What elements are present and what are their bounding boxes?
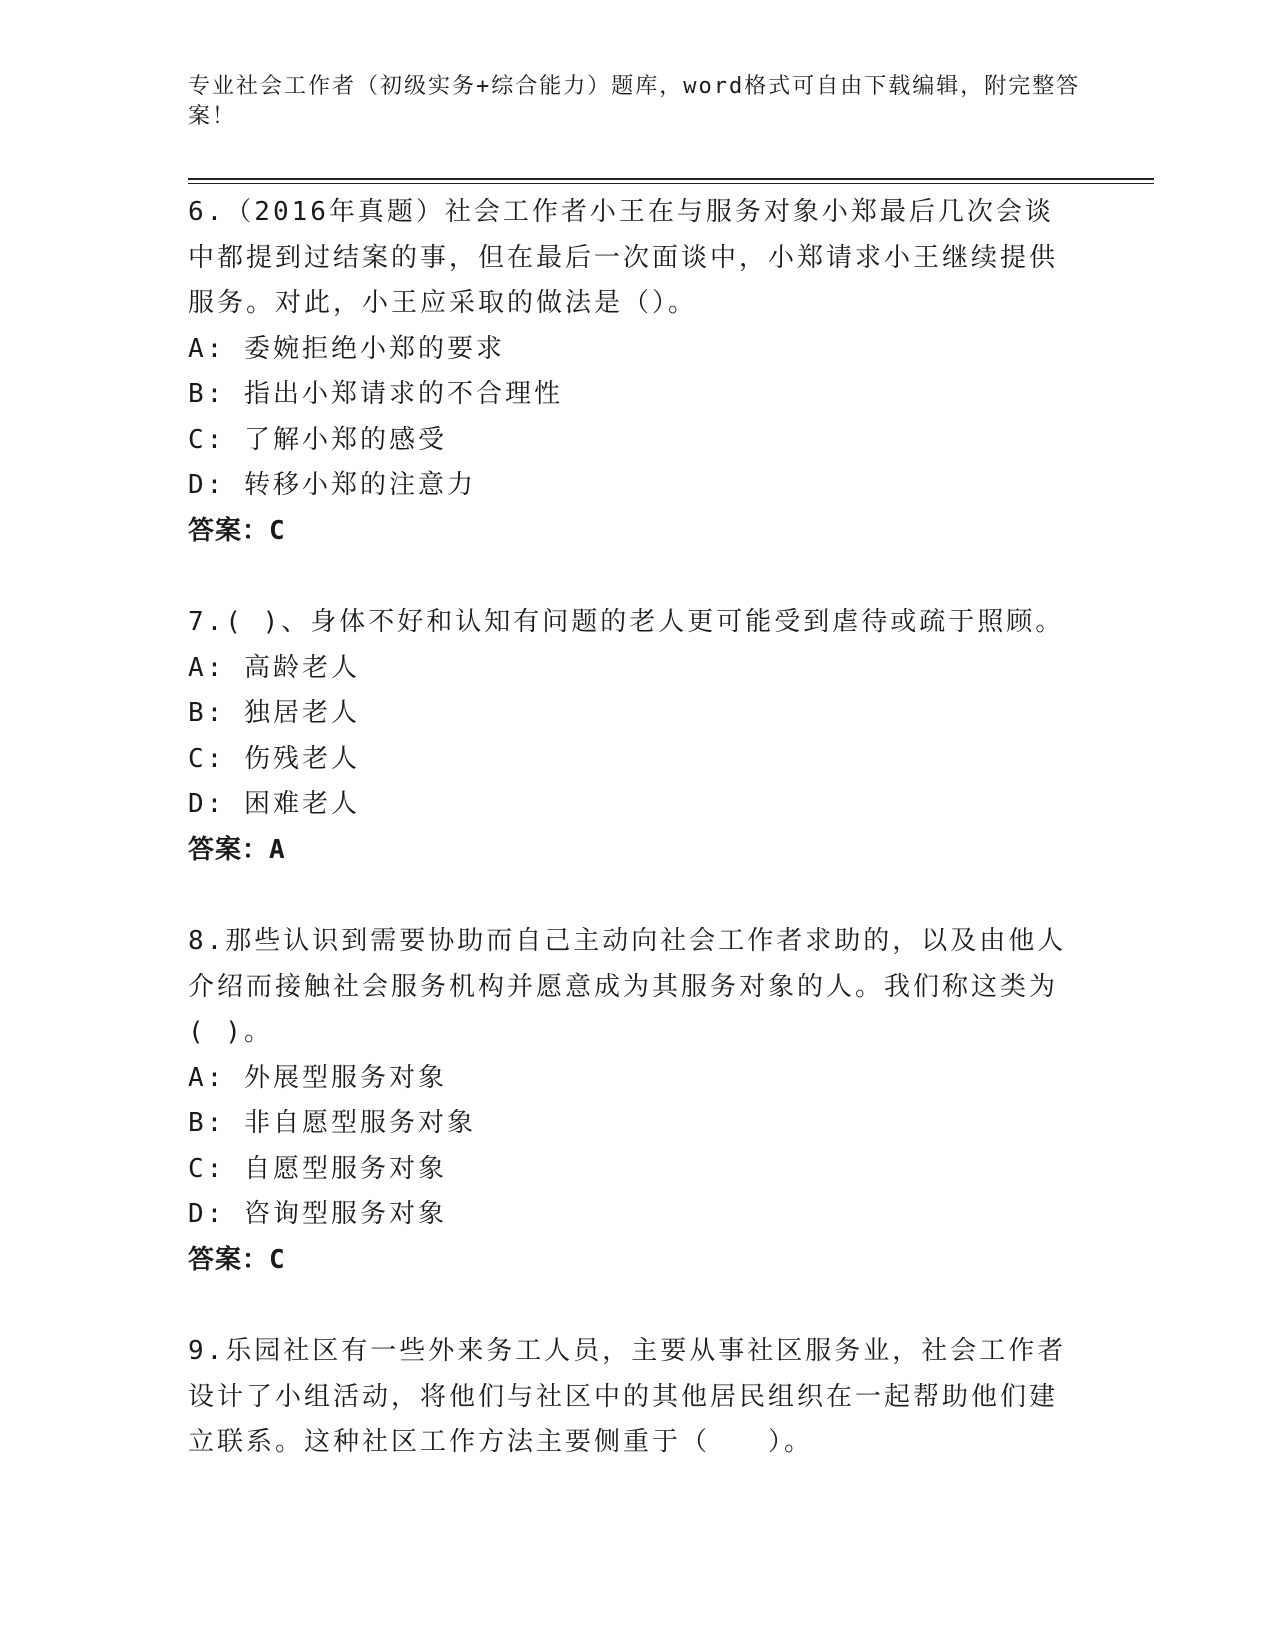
document-header: 专业社会工作者（初级实务+综合能力）题库，word格式可自由下载编辑，附完整答案！ <box>188 74 1081 129</box>
option-b: B: 非自愿型服务对象 <box>188 1108 476 1138</box>
answer-line: 答案：C <box>188 515 286 546</box>
question-7 <box>188 600 1068 873</box>
option-c: C: 自愿型服务对象 <box>188 1153 447 1184</box>
answer-line: 答案：A <box>188 834 286 865</box>
question-9 <box>188 1329 1068 1466</box>
question-6 <box>188 190 1068 554</box>
question-list <box>188 190 1068 1512</box>
option-c: C: 伤残老人 <box>188 743 360 774</box>
question-8 <box>188 919 1068 1283</box>
question-stem: 7.( )、身体不好和认知有问题的老人更可能受到虐待或疏于照顾。 <box>188 607 1065 637</box>
option-c: C: 了解小郑的感受 <box>188 424 447 455</box>
header-divider-thin <box>188 183 1154 184</box>
question-stem: 8.那些认识到需要协助而自己主动向社会工作者求助的，以及由他人介绍而接触社会服务机构并愿意成为其服务对象的人。我们称这类为( )。 <box>188 926 1067 1047</box>
option-a: A: 外展型服务对象 <box>188 1062 447 1093</box>
option-d: D: 咨询型服务对象 <box>188 1199 447 1229</box>
option-d: D: 转移小郑的注意力 <box>188 470 476 500</box>
question-stem: 6.（2016年真题）社会工作者小王在与服务对象小郑最后几次会谈中都提到过结案的事，但在最后一次面谈中，小郑请求小王继续提供服务。对此，小王应采取的做法是（）。 <box>188 197 1059 318</box>
answer-line: 答案：C <box>188 1244 286 1275</box>
question-stem: 9.乐园社区有一些外来务工人员，主要从事社区服务业，社会工作者设计了小组活动，将他们与社区中的其他居民组织在一起帮助他们建立联系。这种社区工作方法主要侧重于（ ）。 <box>188 1336 1067 1457</box>
header-divider-thick <box>188 178 1154 180</box>
option-a: A: 委婉拒绝小郑的要求 <box>188 333 505 364</box>
option-a: A: 高龄老人 <box>188 652 360 683</box>
option-d: D: 困难老人 <box>188 789 360 819</box>
option-b: B: 独居老人 <box>188 698 360 728</box>
option-b: B: 指出小郑请求的不合理性 <box>188 379 563 409</box>
